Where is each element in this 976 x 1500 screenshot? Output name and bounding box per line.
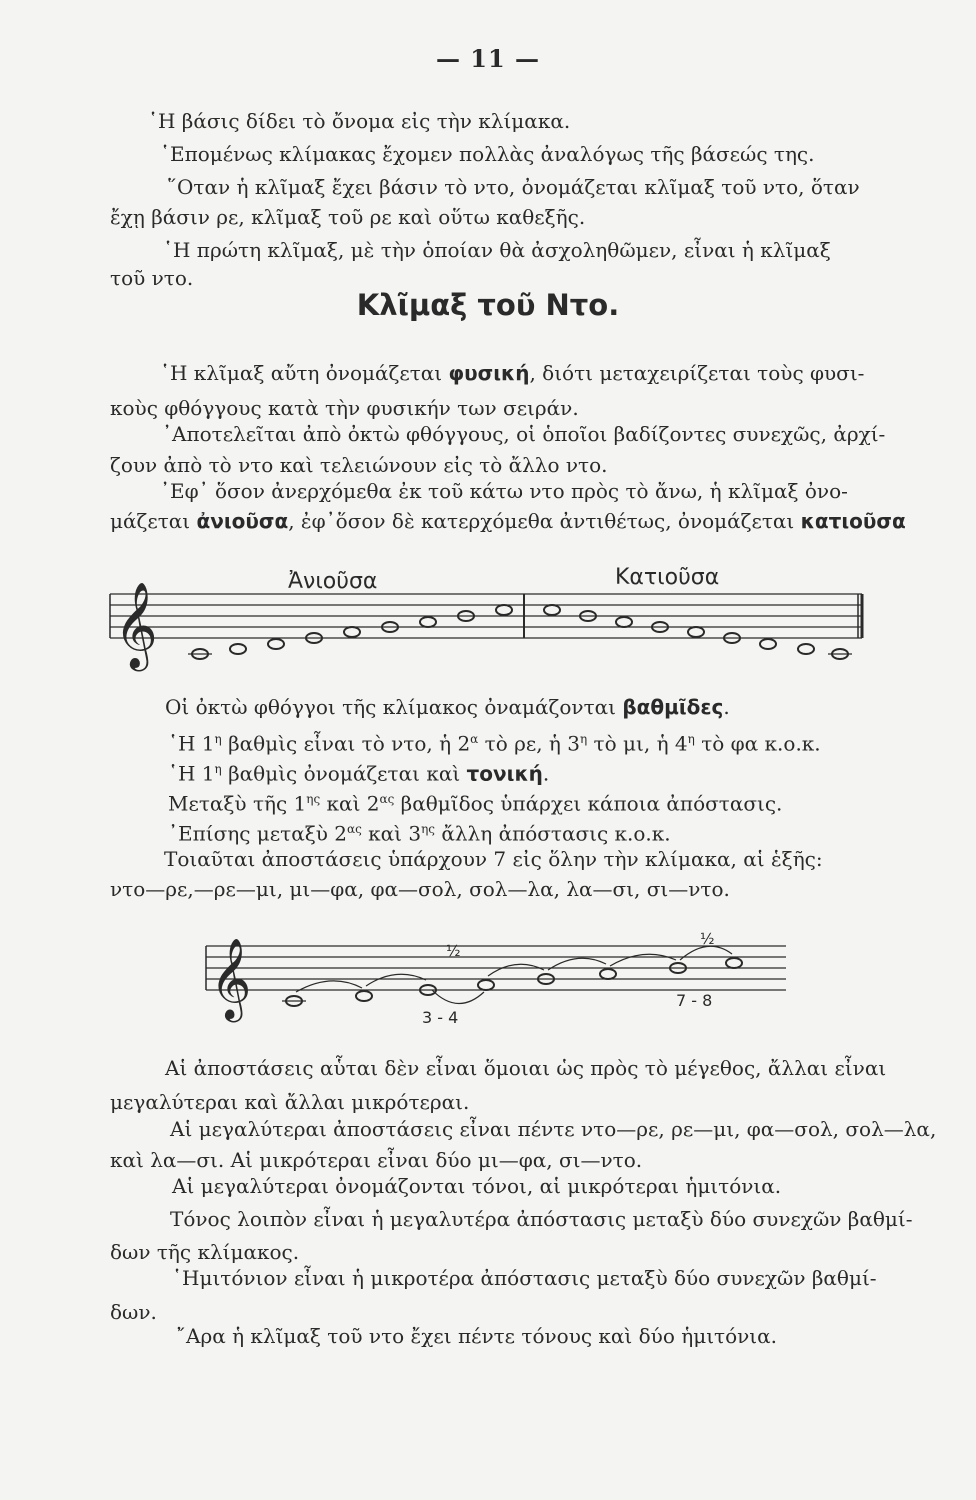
text-line: μεγαλύτεραι καὶ ἄλλαι μικρότεραι. [110, 1090, 470, 1114]
text-line: Τοιαῦται ἀποστάσεις ὑπάρχουν 7 εἰς ὅλην τὴν κλίμακα, αἱ ἑξῆς: [164, 847, 823, 871]
text-fragment: βαθμὶς ὀνομάζεται καὶ [221, 761, 467, 786]
scale-staff [100, 560, 880, 680]
interval-numbers: 7 - 8 [676, 991, 713, 1010]
note [496, 605, 512, 615]
superscript: η [687, 732, 695, 746]
text-fragment: βαθμὶς εἶναι τὸ ντο, ἡ 2 [221, 731, 471, 756]
text-line: Αἱ ἀποστάσεις αὗται δὲν εἶναι ὅμοιαι ὡς πρὸς τὸ μέγεθος, ἄλλαι εἶναι [165, 1056, 887, 1080]
term-katioussa: κατιοῦσα [800, 509, 906, 533]
text-fragment: Μεταξὺ τῆς 1 [168, 791, 307, 816]
note [760, 639, 776, 649]
staff-lines [110, 594, 862, 638]
section-heading: Κλῖμαξ τοῦ Ντο. [356, 288, 620, 322]
text-fragment: . [542, 761, 550, 786]
text-fragment: ᾿Επίσης μεταξὺ 2 [168, 821, 347, 846]
text-fragment: τὸ ρε, ἡ 3 [478, 731, 580, 756]
notes [188, 605, 852, 659]
text-line: ντο—ρε,—ρε—μι, μι—φα, φα—σολ, σολ—λα, λα—σι, σι—ντο. [110, 877, 730, 901]
interval-numbers: 3 - 4 [422, 1008, 459, 1027]
text-line: κοὺς φθόγγους κατὰ τὴν φυσικήν των σειράν. [110, 396, 579, 420]
note [798, 644, 814, 654]
text-line: δων τῆς κλίμακος. [110, 1240, 300, 1264]
page-number: — 11 — [435, 44, 541, 73]
text-line: ᾿Εφ᾿ ὅσον ἀνερχόμεθα ἐκ τοῦ κάτω ντο πρὸς τὸ ἄνω, ἡ κλῖμαξ ὀνο- [160, 479, 848, 503]
text-line: ᾿Αποτελεῖται ἀπὸ ὀκτὼ φθόγγους, οἱ ὁποῖοι βαδίζοντες συνεχῶς, ἀρχί- [162, 422, 886, 446]
text-fragment: ἄλλη ἀπόστασις κ.ο.κ. [435, 821, 671, 846]
text-fragment: καὶ 2 [320, 791, 380, 816]
text-line: τοῦ ντο. [110, 266, 194, 290]
term-anioussa: ἀνιοῦσα [196, 509, 289, 533]
text-fragment: καὶ 3 [361, 821, 422, 846]
half-step-label: ½ [446, 942, 461, 960]
text-line: Αἱ μεγαλύτεραι ἀποστάσεις εἶναι πέντε ντο—ρε, ρε—μι, φα—σολ, σολ—λα, [170, 1117, 937, 1141]
superscript: η [214, 732, 222, 746]
text-line: Τόνος λοιπὸν εἶναι ἡ μεγαλυτέρα ἀπόστασις μεταξὺ δύο συνεχῶν βαθμί- [170, 1207, 913, 1231]
superscript: ης [421, 822, 436, 836]
term-fysiki: φυσική [448, 361, 530, 385]
superscript: ας [346, 822, 362, 836]
superscript: η [580, 732, 588, 746]
text-fragment: μάζεται [110, 509, 197, 533]
interval-staff [196, 918, 796, 1028]
superscript: ης [306, 792, 321, 806]
text-line [168, 816, 671, 847]
label-katioussa: Κατιοῦσα [615, 565, 720, 590]
note [544, 605, 560, 615]
text-line [168, 786, 782, 817]
superscript: α [470, 732, 479, 746]
text-line: ζουν ἀπὸ τὸ ντο καὶ τελειώνουν εἰς τὸ ἄλλο ντο. [110, 453, 608, 477]
staff-lines [206, 946, 786, 990]
text-fragment: ῾Η 1 [168, 761, 215, 786]
text-fragment: βαθμῖδος ὑπάρχει κάποια ἀπόστασις. [394, 791, 783, 816]
treble-clef-icon: 𝄞 [210, 937, 252, 1019]
label-anioussa: Ἀνιοῦσα [288, 569, 378, 594]
text-line [160, 360, 864, 386]
text-fragment: ῾Η κλῖμαξ αὔτη ὀνομάζεται [160, 361, 449, 385]
note [420, 617, 436, 627]
note [230, 644, 246, 654]
note [478, 980, 494, 990]
text-fragment: Οἱ ὀκτὼ φθόγγοι τῆς κλίμακος ὀναμάζονται [165, 695, 623, 719]
term-vathmides: βαθμῖδες [622, 695, 724, 719]
text-line [110, 508, 906, 534]
text-line: Αἱ μεγαλύτεραι ὀνομάζονται τόνοι, αἱ μικρότεραι ἡμιτόνια. [172, 1174, 782, 1198]
note [356, 991, 372, 1001]
term-toniki: τονική [466, 761, 543, 786]
text-line: ῾Η πρώτη κλῖμαξ, μὲ τὴν ὁποίαν θὰ ἀσχοληθῶμεν, εἶναι ἡ κλῖμαξ [163, 238, 831, 262]
half-step-label: ½ [700, 930, 715, 948]
text-line: ῞Οταν ἡ κλῖμαξ ἔχει βάσιν τὸ ντο, ὀνομάζεται κλῖμαξ τοῦ ντο, ὅταν [167, 175, 860, 199]
text-fragment: , ἐφ᾿ὅσον δὲ κατερχόμεθα ἀντιθέτως, ὀνομάζεται [288, 509, 801, 533]
text-line: δων. [110, 1300, 157, 1324]
text-line: ῎Αρα ἡ κλῖμαξ τοῦ ντο ἔχει πέντε τόνους καὶ δύο ἡμιτόνια. [176, 1324, 778, 1348]
text-line: ἔχῃ βάσιν ρε, κλῖμαξ τοῦ ρε καὶ οὕτω καθεξῆς. [110, 205, 586, 229]
note [688, 627, 704, 637]
text-fragment: τὸ φα κ.ο.κ. [694, 731, 821, 756]
note [726, 958, 742, 968]
superscript: η [214, 762, 222, 776]
text-fragment: τὸ μι, ἡ 4 [587, 731, 688, 756]
text-fragment: ῾Η 1 [168, 731, 215, 756]
interval-arcs [296, 946, 732, 1003]
treble-clef-icon: 𝄞 [114, 582, 158, 668]
note [268, 639, 284, 649]
text-line: ῾Ημιτόνιον εἶναι ἡ μικροτέρα ἀπόστασις μεταξὺ δύο συνεχῶν βαθμί- [172, 1266, 877, 1290]
text-line: ῾Επομένως κλίμακας ἔχομεν πολλὰς ἀναλόγως τῆς βάσεώς της. [160, 142, 815, 166]
note [600, 969, 616, 979]
note [344, 627, 360, 637]
superscript: ας [379, 792, 395, 806]
note [616, 617, 632, 627]
text-line: ῾Η βάσις δίδει τὸ ὄνομα εἰς τὴν κλίμακα. [148, 109, 571, 133]
text-line [165, 694, 730, 720]
text-line: καὶ λα—σι. Αἱ μικρότεραι εἶναι δύο μι—φα, σι—ντο. [110, 1148, 643, 1172]
text-line [168, 726, 821, 757]
text-fragment: . [723, 695, 730, 719]
text-line [168, 756, 549, 787]
text-fragment: , διότι μεταχειρίζεται τοὺς φυσι- [529, 361, 865, 385]
